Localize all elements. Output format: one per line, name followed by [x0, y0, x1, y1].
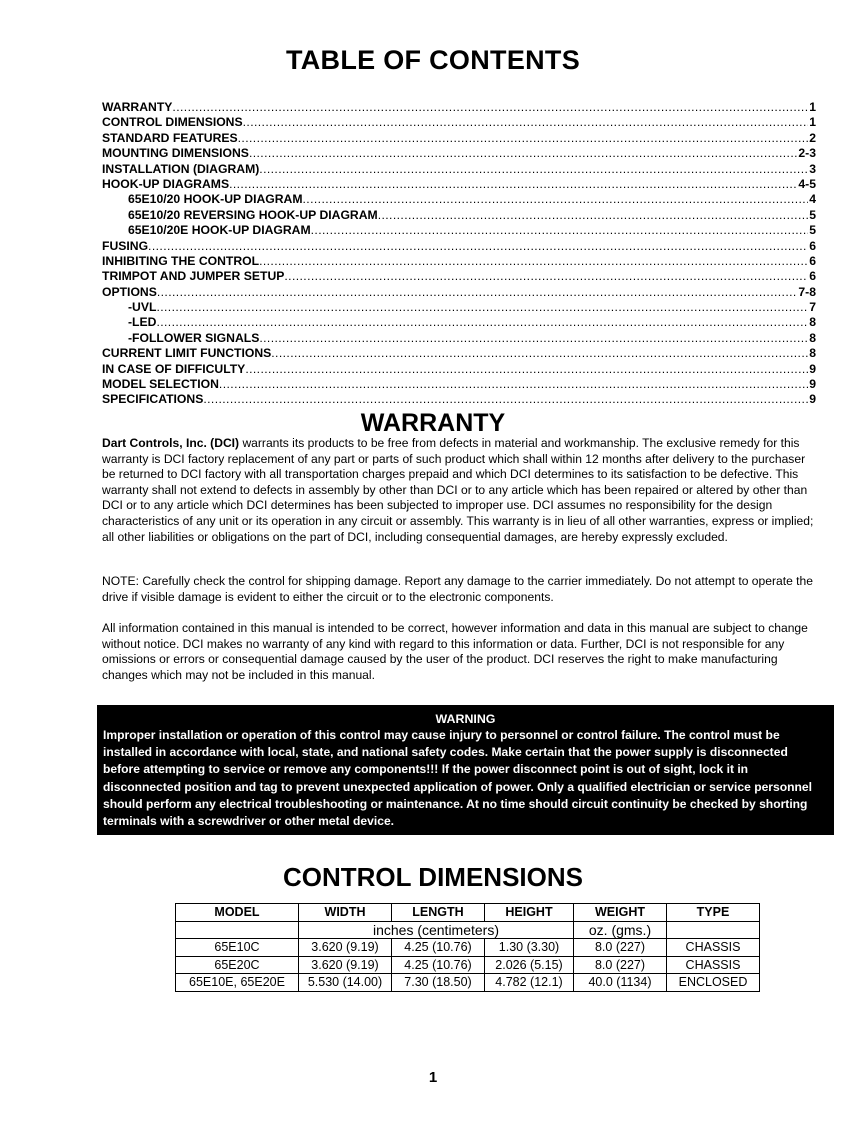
- toc-subentry: 65E10/20 HOOK-UP DIAGRAM ..... 4: [102, 192, 816, 207]
- toc-subentry: -LED ..... 8: [102, 315, 816, 330]
- column-header: WIDTH: [299, 904, 392, 922]
- toc-entry: STANDARD FEATURES ..... 2: [102, 131, 816, 146]
- column-header: TYPE: [667, 904, 760, 922]
- toc-entry: FUSING ..... 6: [102, 239, 816, 254]
- warranty-title: WARRANTY: [360, 409, 506, 437]
- warning-box: [97, 705, 834, 835]
- disclaimer-paragraph: All information contained in this manual is intended to be correct, however information and data in this manual are subject to change without notice. DCI makes no warranty of any kind with regard to this information or data. Further, DCI is not responsible for any omissions or errors or consequential damage caused by the user of the product. DCI reserves the right to make manufacturing changes which may not be included in this manual.: [102, 621, 808, 682]
- toc-entry: TRIMPOT AND JUMPER SETUP ..... 6: [102, 269, 816, 284]
- warning-heading: WARNING: [435, 712, 496, 726]
- table-of-contents: [102, 100, 816, 408]
- column-header: LENGTH: [392, 904, 485, 922]
- toc-entry: OPTIONS ..... 7-8: [102, 285, 816, 300]
- warranty-paragraph: Dart Controls, Inc. (DCI) warrants its products to be free from defects in material and workmanship. The exclusive remedy for this warranty is DCI factory replacement of any part or parts of such product which shall within 12 months after delivery to the purchaser be returned to DCI factory with all transportation charges prepaid and which DCI determines to its satisfaction to be defective. This warranty shall not extend to defects in assembly by other than DCI or to any article which has been repaired or altered by other than DCI or to any article which DCI determines has been subjected to improper use. DCI assumes no responsibility for the design characteristics of any unit or its operation in any circuit or assembly. This warranty is in lieu of all other warranties, express or implied; all other liabilities or obligations on the part of DCI, including consequential damages, are hereby expressly excluded.: [102, 436, 814, 544]
- toc-entry: INHIBITING THE CONTROL ..... 6: [102, 254, 816, 269]
- toc-subentry: -FOLLOWER SIGNALS ..... 8: [102, 331, 816, 346]
- table-header-row: [176, 904, 760, 922]
- control-dimensions-title: CONTROL DIMENSIONS: [283, 862, 583, 892]
- toc-subentry: -UVL ..... 7: [102, 300, 816, 315]
- weight-units: oz. (gms.): [574, 921, 667, 939]
- table-row: 65E10E, 65E20E 5.530 (14.00) 7.30 (18.50) 4.782 (12.1) 40.0 (1134) ENCLOSED: [176, 974, 760, 992]
- toc-entry: MOUNTING DIMENSIONS ..... 2-3: [102, 146, 816, 161]
- toc-entry: MODEL SELECTION ..... 9: [102, 377, 816, 392]
- table-row: 65E10C 3.620 (9.19) 4.25 (10.76) 1.30 (3.30) 8.0 (227) CHASSIS: [176, 939, 760, 957]
- dimensions-table: [175, 903, 760, 992]
- shipping-note-paragraph: NOTE: Carefully check the control for shipping damage. Report any damage to the carrier immediately. Do not attempt to operate the drive if visible damage is evident to either the circuit or to the electronic components.: [102, 574, 813, 604]
- column-header: MODEL: [176, 904, 299, 922]
- toc-entry: IN CASE OF DIFFICULTY ..... 9: [102, 362, 816, 377]
- table-row: 65E20C 3.620 (9.19) 4.25 (10.76) 2.026 (5.15) 8.0 (227) CHASSIS: [176, 956, 760, 974]
- page-number: 1: [428, 1069, 438, 1086]
- toc-entry: INSTALLATION (DIAGRAM) ..... 3: [102, 162, 816, 177]
- column-header: HEIGHT: [485, 904, 574, 922]
- toc-entry: WARRANTY ..... 1: [102, 100, 816, 115]
- toc-entry: CURRENT LIMIT FUNCTIONS ..... 8: [102, 346, 816, 361]
- column-header: WEIGHT: [574, 904, 667, 922]
- toc-entry: SPECIFICATIONS ..... 9: [102, 392, 816, 407]
- toc-entry: CONTROL DIMENSIONS ..... 1: [102, 115, 816, 130]
- units-row: [176, 921, 760, 939]
- dimension-units: inches (centimeters): [299, 921, 574, 939]
- toc-title: TABLE OF CONTENTS: [285, 45, 581, 75]
- toc-subentry: 65E10/20E HOOK-UP DIAGRAM ..... 5: [102, 223, 816, 238]
- warning-text: Improper installation or operation of this control may cause injury to personnel or control failure. The control must be installed in accordance with local, state, and national safety codes. Make certain that the power supply is disconnected before attempting to service or remove any components!!! If the power disconnect point is out of sight, lock it in disconnected position and tag to prevent unexpected application of power. Only a qualified electrician or service personnel should perform any electrical troubleshooting or maintenance. At no time should circuit continuity be checked by shorting terminals with a screwdriver or other metal device.: [103, 728, 812, 829]
- company-name: Dart Controls, Inc. (DCI): [102, 436, 240, 450]
- toc-entry: HOOK-UP DIAGRAMS ..... 4-5: [102, 177, 816, 192]
- toc-subentry: 65E10/20 REVERSING HOOK-UP DIAGRAM ..... 5: [102, 208, 816, 223]
